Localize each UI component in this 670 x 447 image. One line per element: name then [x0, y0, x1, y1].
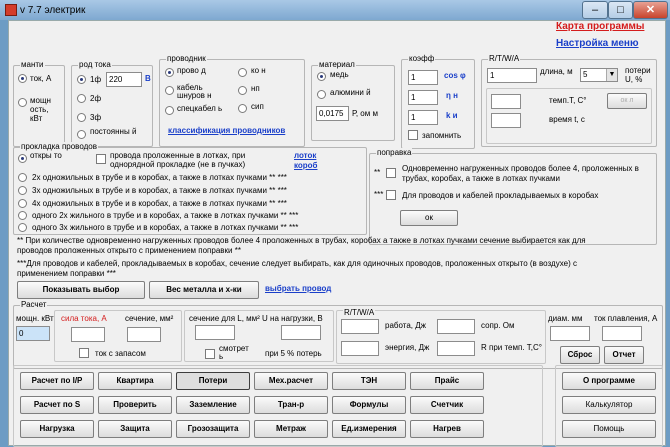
reserve-checkbox[interactable]: [79, 348, 89, 358]
laying-opt-6-radio[interactable]: [18, 223, 27, 232]
material-copper-label: медь: [330, 70, 349, 79]
reserve-label: ток с запасом: [95, 349, 146, 358]
correction-boxes-checkbox[interactable]: [386, 190, 396, 200]
length-input[interactable]: 1: [487, 68, 537, 83]
note-1: ** При количестве одновременно нагруженных проводов более 4 проложенных в трубах, коробах а также в лотках пучками сечение выбирается как для проводов проложенных открыто с применением поправки **: [17, 236, 586, 255]
mode-power-label: мощн ость, кВт: [30, 96, 51, 123]
calc-section-label: сечение, мм²: [125, 314, 174, 323]
time-input[interactable]: [491, 113, 521, 128]
help-buttons-group: [555, 365, 663, 447]
mode-current-radio[interactable]: [18, 74, 27, 83]
phase3-label: 3ф: [90, 113, 102, 122]
choose-wire-link[interactable]: выбрать провод: [265, 284, 332, 293]
conductor-special-radio[interactable]: [165, 106, 174, 115]
conductor-sip-label: сип: [251, 102, 264, 111]
conductor-ko-label: ко н: [251, 66, 266, 75]
conductor-cable-radio[interactable]: [165, 86, 174, 95]
calc-load-voltage-input[interactable]: [281, 325, 321, 340]
losses-button[interactable]: Потери: [176, 372, 250, 390]
phase3-radio[interactable]: [77, 113, 86, 122]
load-button[interactable]: Нагрузка: [20, 420, 94, 438]
window-title: v 7.7 электрик: [20, 5, 86, 16]
diameter-input[interactable]: [550, 326, 590, 341]
rtwa-top-group: [481, 54, 657, 147]
mode-power-radio[interactable]: [18, 98, 27, 107]
eta-input[interactable]: 1: [408, 90, 438, 105]
reset-button[interactable]: Сброс: [560, 346, 600, 364]
dc-label: постоянны й: [90, 127, 137, 136]
conductor-legend: проводник: [167, 54, 206, 63]
phase1-label: 1ф: [90, 75, 102, 84]
calc-sec-load-label: сечение для L, мм² U на нагрузки, В: [189, 314, 323, 323]
calc-current-label: сила тока, А: [61, 314, 107, 323]
material-aluminum-label: алюмини й: [330, 88, 371, 97]
coefficient-legend: коэфф: [409, 54, 435, 63]
correction-many-wires-label: Одновременно нагруженных проводов более 4, проложенных в трубах, коробах, а также в лотках пучками: [402, 164, 639, 183]
correction-mark-2: ***: [374, 190, 384, 199]
close-button[interactable]: ✕: [633, 1, 668, 19]
length-button[interactable]: Метраж: [254, 420, 328, 438]
look-checkbox[interactable]: [205, 349, 215, 359]
correction-group: [369, 148, 657, 245]
coefficient-group: [401, 54, 475, 149]
laying-legend: прокладка проводов: [21, 142, 97, 151]
app-icon: [5, 4, 17, 16]
formulas-button[interactable]: Формулы: [332, 396, 406, 414]
rtwa-inner-group: [486, 88, 652, 144]
about-button[interactable]: О программе: [562, 372, 656, 390]
menu-settings-link[interactable]: Настройка меню: [556, 38, 639, 49]
check-button[interactable]: Проверить: [98, 396, 172, 414]
mech-calc-button[interactable]: Мех.расчет: [254, 372, 328, 390]
conductor-ko-radio[interactable]: [238, 68, 247, 77]
correction-mark-1: **: [374, 168, 381, 177]
metal-weight-button[interactable]: Вес металла и х-ки: [149, 281, 259, 299]
remember-checkbox[interactable]: [408, 130, 418, 140]
phase1-radio[interactable]: [77, 75, 86, 84]
look-label: смотрет ь: [219, 344, 249, 361]
laying-opt-2-radio[interactable]: [18, 173, 27, 182]
calc-current-section-group: [54, 310, 182, 362]
rtwa-ok-button[interactable]: ок л: [607, 93, 647, 109]
current-type-group: [71, 60, 153, 147]
show-choice-button[interactable]: Показывать выбор: [17, 281, 145, 299]
laying-open-label: откры то: [30, 151, 62, 160]
length-label: длина, м: [540, 67, 573, 76]
resist-temp-label: R при темп. Т,С°: [481, 343, 542, 352]
calc-legend: Расчет: [21, 300, 47, 309]
current-type-legend: род тока: [79, 60, 111, 69]
material-legend: материал: [319, 60, 355, 69]
bottom-buttons-group: [13, 365, 543, 447]
work-label: работа, Дж: [385, 321, 426, 330]
calc-t-input[interactable]: [341, 341, 379, 356]
melt-current-input[interactable]: [602, 326, 642, 341]
remember-label: запомнить: [422, 131, 462, 140]
grounding-button[interactable]: Заземление: [176, 396, 250, 414]
transformer-button[interactable]: Тран-р: [254, 396, 328, 414]
calc-group: [13, 300, 663, 369]
calc-load-group: [184, 310, 334, 362]
lightning-button[interactable]: Грозозащита: [176, 420, 250, 438]
laying-opt-4-radio[interactable]: [18, 199, 27, 208]
laying-open-radio[interactable]: [18, 154, 27, 163]
heater-button[interactable]: ТЭН: [332, 372, 406, 390]
units-button[interactable]: Ед.измерения: [332, 420, 406, 438]
conductor-group: [159, 54, 305, 147]
calc-rtwa-legend: R/T/W/A: [344, 308, 375, 317]
eta-label: η н: [446, 91, 458, 100]
material-copper-radio[interactable]: [317, 72, 326, 81]
temperature-input[interactable]: [491, 94, 521, 109]
minimize-button[interactable]: –: [582, 1, 608, 19]
calc-section-input[interactable]: [127, 327, 161, 342]
phase2-label: 2ф: [90, 94, 102, 103]
calc-s-button[interactable]: Расчет по S: [20, 396, 94, 414]
ki-input[interactable]: 1: [408, 110, 438, 125]
calc-current-input[interactable]: [71, 327, 105, 342]
tray-box-link[interactable]: лоток короб: [294, 151, 318, 170]
time-label: время t, с: [549, 115, 585, 124]
calc-ip-button[interactable]: Расчет по I/P: [20, 372, 94, 390]
conductor-np-label: нп: [251, 84, 260, 93]
melt-current-label: ток плавления, А: [594, 314, 658, 323]
calc-power-label: мощн. кВт: [16, 314, 54, 323]
conductor-special-label: спецкабел ь: [177, 104, 223, 113]
protection-button[interactable]: Защита: [98, 420, 172, 438]
conductor-np-radio[interactable]: [238, 86, 247, 95]
mode-current-label: ток, А: [30, 74, 52, 83]
material-group: [311, 60, 395, 141]
laying-opt-3-radio[interactable]: [18, 186, 27, 195]
conductor-wire-radio[interactable]: [165, 68, 174, 77]
losses-select-value: 5: [583, 70, 588, 79]
conductor-sip-radio[interactable]: [238, 104, 247, 113]
cos-phi-input[interactable]: 1: [408, 70, 438, 85]
title-bar: [0, 0, 670, 20]
laying-opt-3-label: 3х одножильных в трубе и в коробах, а также в лотках пучками ** ***: [32, 186, 287, 195]
laying-opt-4-label: 4х одножильных в трубе и в коробах, а также в лотках пучками ** ***: [32, 199, 287, 208]
phase2-radio[interactable]: [77, 94, 86, 103]
maximize-button[interactable]: □: [608, 1, 633, 19]
program-map-link[interactable]: Карта программы: [556, 21, 645, 32]
main-window: [8, 20, 666, 446]
conductor-classification-link[interactable]: классификация проводников: [168, 126, 286, 135]
correction-legend: поправка: [377, 148, 412, 157]
temperature-label: темп.Т, С°: [549, 96, 587, 105]
energy-input[interactable]: [437, 341, 475, 356]
mode-legend: манти: [21, 60, 44, 69]
rtwa-top-legend: R/T/W/A: [489, 54, 520, 63]
material-aluminum-radio[interactable]: [317, 90, 326, 99]
energy-label: энергия, Дж: [385, 343, 430, 352]
conductor-wire-label: прово д: [177, 66, 206, 75]
laying-group: [13, 142, 367, 235]
cos-phi-label: cos φ: [444, 71, 466, 80]
voltage-input[interactable]: 220: [106, 72, 142, 87]
help-button[interactable]: Помощь: [562, 420, 656, 438]
work-input[interactable]: [437, 319, 475, 334]
calc-power-input[interactable]: 0: [16, 326, 50, 341]
diameter-label: диам. мм: [548, 314, 583, 323]
losses-select[interactable]: [580, 68, 618, 82]
correction-boxes-label: Для проводов и кабелей прокладываемых в коробах: [402, 191, 599, 200]
meter-button[interactable]: Счетчик: [410, 396, 484, 414]
apartment-button[interactable]: Квартира: [98, 372, 172, 390]
chevron-down-icon: ▼: [606, 69, 617, 81]
laying-opt-5-label: одного 2х жильного в трубе и в коробах, а также в лотках пучками ** ***: [32, 211, 299, 220]
correction-ok-button[interactable]: ок: [400, 210, 458, 226]
price-button[interactable]: Прайс: [410, 372, 484, 390]
tray-single-row-label: провода проложенные в лотках, при однорядной прокладке (не в пучках): [110, 151, 246, 169]
heating-button[interactable]: Нагрев: [410, 420, 484, 438]
correction-many-wires-checkbox[interactable]: [386, 168, 396, 178]
calc-section-L-input[interactable]: [195, 325, 235, 340]
mode-group: [13, 60, 65, 147]
conductor-cable-label: кабель шнуров н: [177, 83, 212, 100]
calculator-button[interactable]: Калькулятор: [562, 396, 656, 414]
resistivity-unit: Р, ом м: [352, 109, 378, 118]
laying-opt-2-label: 2х одножильных в трубе и в коробах, а также в лотках пучками ** ***: [32, 173, 287, 182]
resist-label: сопр. Ом: [481, 321, 515, 330]
calc-rtwa-group: [336, 310, 546, 364]
losses-label: потери U, %: [625, 66, 651, 84]
laying-opt-5-radio[interactable]: [18, 211, 27, 220]
ki-label: k и: [446, 111, 458, 120]
tray-single-row-checkbox[interactable]: [96, 154, 106, 164]
calc-r-input[interactable]: [341, 319, 379, 334]
resistivity-input[interactable]: 0,0175: [316, 106, 349, 121]
laying-opt-6-label: одного 3х жильного в трубе и в коробах, а также в лотках пучками ** ***: [32, 223, 299, 232]
report-button[interactable]: Отчет: [604, 346, 644, 364]
volt-unit-label: В: [145, 74, 151, 83]
note-2: ***Для проводов и кабелей, прокладываемых в коробах, сечение следует выбирать, как для одиночных проводов, проложенных открыто (в воздухе) с применением поправки ***: [17, 259, 577, 278]
dc-radio[interactable]: [77, 130, 86, 139]
loss5-label: при 5 % потерь: [265, 349, 322, 358]
